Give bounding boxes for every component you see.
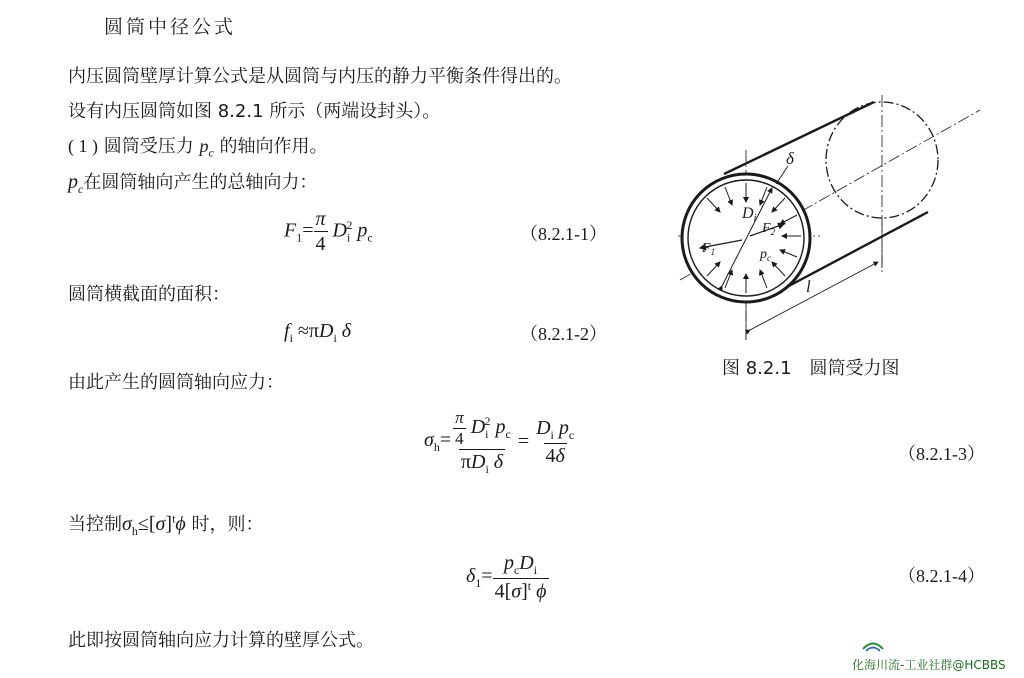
pc-symbol: $p_c$	[68, 171, 84, 196]
equation-1: $F_1=$ $\frac{\pi}{4}$ $D_i^2$ $p_c$	[284, 208, 373, 255]
control-line	[68, 510, 264, 539]
total-force-text: 在圆筒轴向产生的总轴向力：	[83, 172, 318, 193]
label-pc: $p_c$	[760, 247, 771, 263]
intro-line-1: 内压圆筒壁厚计算公式是从圆筒与内压的静力平衡条件得出的。	[68, 66, 572, 87]
watermark-text: 化海川流-工业社群@HCBBS	[852, 658, 1006, 672]
label-delta: δ	[786, 149, 794, 168]
cylinder-top-edge	[724, 102, 874, 174]
label-di: Di	[742, 205, 757, 224]
control-condition: $\sigma_h\le[\sigma]^t\phi$	[122, 511, 186, 538]
equation-2-number: （8.2.1-2）	[520, 324, 607, 344]
control-text-b: 时，则：	[191, 514, 264, 535]
equation-1-number: （8.2.1-1）	[520, 224, 607, 244]
area-line: 圆筒横截面的面积：	[68, 284, 230, 305]
delta-leader	[776, 166, 788, 184]
total-force-line	[68, 168, 317, 197]
step-1-text: 圆筒受压力	[103, 136, 194, 157]
conclusion-line: 此即按圆筒轴向应力计算的壁厚公式。	[68, 630, 374, 651]
step-1-close-paren: )	[92, 136, 98, 156]
figure-caption: 图 8.2.1 圆筒受力图	[722, 358, 900, 379]
pc-symbol: $p_c$	[199, 136, 214, 160]
control-text-a: 当控制	[68, 514, 122, 535]
step-1-tail: 的轴向作用。	[219, 136, 328, 157]
cylinder-force-diagram	[660, 90, 1000, 350]
equation-3-fraction-right: $\frac{D_i p_c}{4\delta}$	[536, 416, 575, 467]
equation-4-number: （8.2.1-4）	[898, 566, 985, 586]
equation-3-fraction-left: $\frac{\pi}{4}$ $D_i^2$ $p_c$ $\pi D_i$ δ	[455, 408, 511, 476]
label-length: l	[806, 277, 811, 296]
equation-2: $f_i \approx\pi D_i$ δ	[284, 320, 352, 345]
label-f1: $F_1$	[702, 241, 716, 257]
watermark-logo-icon	[862, 640, 884, 654]
section-title: 圆筒中径公式	[104, 16, 237, 38]
equation-3-number: （8.2.1-3）	[898, 444, 985, 464]
label-f2: $F_2$	[762, 221, 776, 237]
step-1-number: 1	[74, 136, 92, 156]
equation-4: $\delta_1=$ $\frac{p_cD_i}{4[\sigma]^t \phi}$	[466, 552, 547, 603]
intro-line-2: 设有内压圆筒如图 8.2.1 所示（两端设封头）。	[68, 101, 441, 122]
step-1-open-paren: (	[68, 136, 74, 156]
equation-4-fraction: $\frac{p_cD_i}{4[\sigma]^t \phi}$	[494, 552, 547, 603]
equation-1-fraction: $\frac{\pi}{4}$	[315, 208, 326, 255]
stress-line: 由此产生的圆筒轴向应力：	[68, 372, 284, 393]
equation-3: $\sigma_h=$ $\frac{\pi}{4}$ $D_i^2$ $p_c$ $\pi D_i$ δ = $\frac{D_i p_c}{4\delta}$	[424, 408, 575, 476]
step-1-line	[68, 132, 328, 161]
